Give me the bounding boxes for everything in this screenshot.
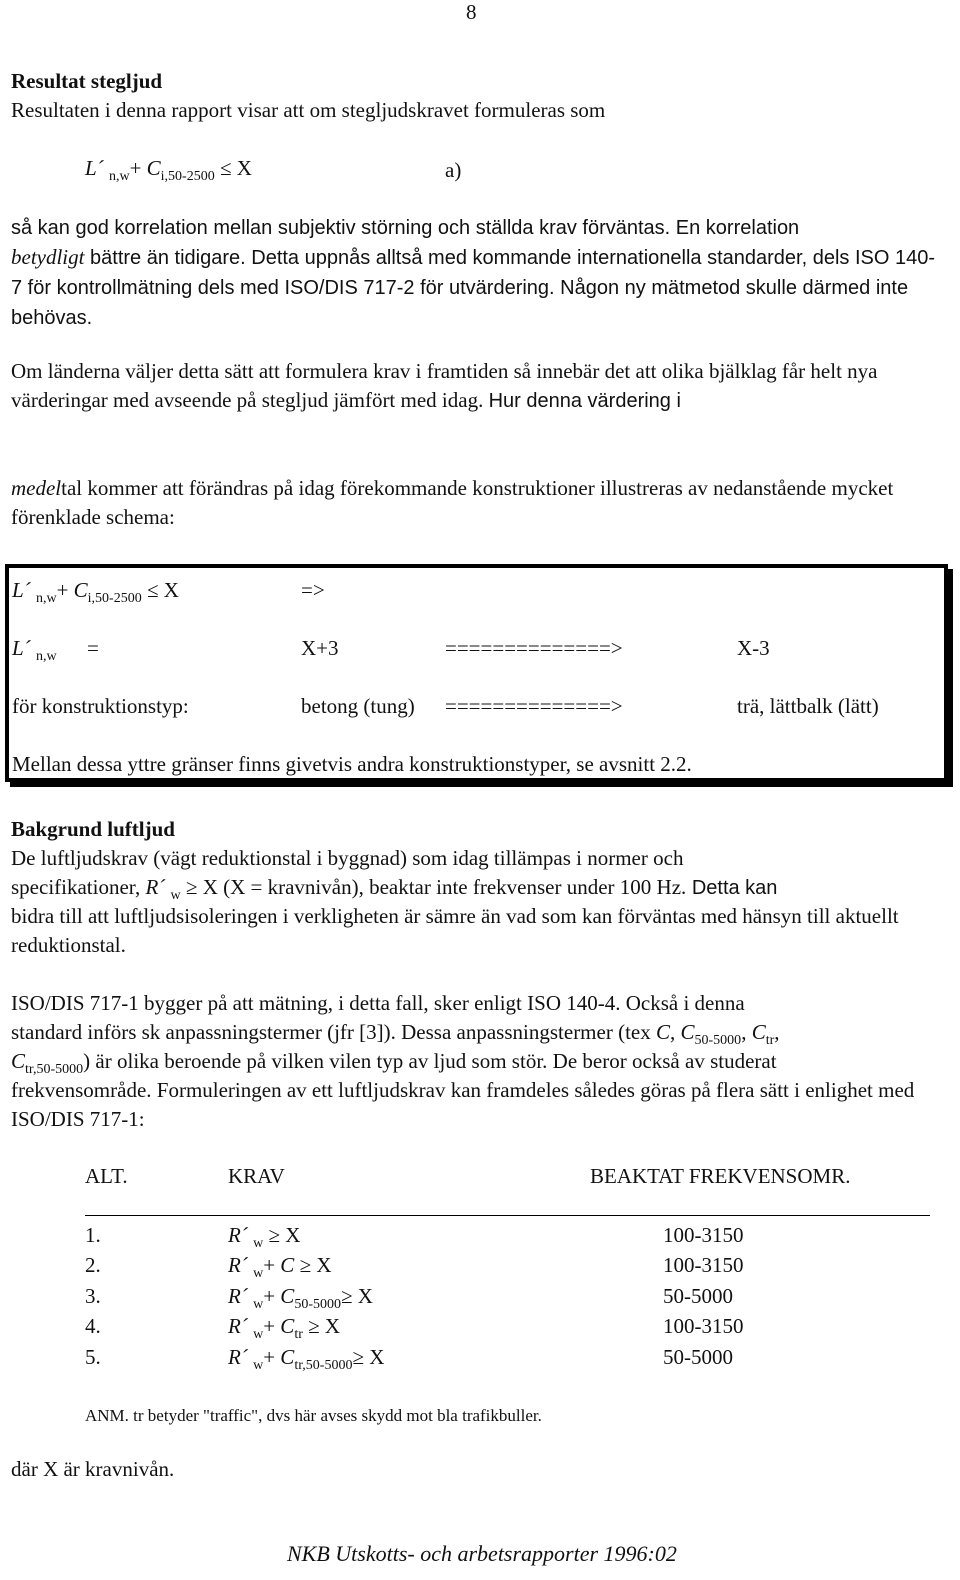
schema-formula: L´ $_{n,w}+ C_{i,50-2500} \le X$ xyxy=(12,578,179,606)
schema-lnw: L´ $_{n,w}$ xyxy=(12,636,57,664)
schema-arrow-2: ==============> xyxy=(445,636,623,660)
schema-arrow-3: ==============> xyxy=(445,694,623,718)
paragraph-luftljud-a: De luftljudskrav (vägt reduktionstal i byggnad) som idag tillämpas i normer och xyxy=(11,846,684,870)
table-row-5-krav: R´ $_w+ C_{tr,50-5000}\ge X$ xyxy=(228,1345,385,1373)
table-row-2-krav: R´ $_w$+ C ≥ X xyxy=(228,1253,332,1281)
formula-label: a) xyxy=(445,158,462,182)
table-row-3-krav: R´ $_w+ C_{50-5000}\ge X$ xyxy=(228,1284,373,1312)
schema-equals: = xyxy=(87,636,99,660)
section-heading-luftljud: Bakgrund luftljud xyxy=(11,817,175,841)
table-row-2-alt: 2. xyxy=(85,1253,101,1277)
schema-x-minus-3: X-3 xyxy=(737,636,770,660)
table-row-1-alt: 1. xyxy=(85,1223,101,1247)
closing-text: där X är kravnivån. xyxy=(11,1457,175,1481)
paragraph-iso-d: frekvensområde. Formuleringen av ett luftljudskrav kan framdeles således göras på flera sätt i enlighet med ISO/DIS 717-1: xyxy=(11,1078,915,1131)
table-header-frekvens: BEAKTAT FREKVENSOMR. xyxy=(590,1164,851,1188)
section-heading-stegljud: Resultat stegljud xyxy=(11,69,163,93)
schema-construction-label: för konstruktionstyp: xyxy=(12,694,189,718)
paragraph-luftljud-b: specifikationer, R´ $_w$ ≥ X (X = kravnivån), beaktar inte frekvenser under 100 Hz. Detta kan xyxy=(11,875,778,903)
table-row-5-freq: 50-5000 xyxy=(663,1345,733,1369)
formula-stegljud: L´ $_{n,w}+ C_{i,50-2500} \le X$ xyxy=(85,156,252,184)
page-footer: NKB Utskotts- och arbetsrapporter 1996:02 xyxy=(287,1541,677,1566)
schema-arrow-1: => xyxy=(301,578,325,602)
page-number: 8 xyxy=(466,0,477,24)
table-row-3-freq: 50-5000 xyxy=(663,1284,733,1308)
schema-x-plus-3: X+3 xyxy=(301,636,339,660)
table-row-1-freq: 100-3150 xyxy=(663,1223,744,1247)
schema-box xyxy=(5,564,948,782)
paragraph-lander: Om länderna väljer detta sätt att formulera krav i framtiden så innebär det att olika bjälklag får helt nya värderingar med avseende på stegljud jämfört med idag. Hur denna värdering i xyxy=(11,359,878,412)
table-row-3-alt: 3. xyxy=(85,1284,101,1308)
table-header-alt: ALT. xyxy=(85,1164,128,1188)
paragraph-iso-b: standard införs sk anpassningstermer (jfr [3]). Dessa anpassningstermer (tex C, $C_{50-5000}$, $C_{tr}$, xyxy=(11,1020,780,1048)
table-divider xyxy=(85,1215,930,1216)
table-row-4-freq: 100-3150 xyxy=(663,1314,744,1338)
table-row-1-krav: R´ $_w$ ≥ X xyxy=(228,1223,301,1251)
table-row-2-freq: 100-3150 xyxy=(663,1253,744,1277)
paragraph-iso-c: $C_{tr,50-5000}$) är olika beroende på vilken vilen typ av ljud som stör. De beror också av studerat xyxy=(11,1049,777,1077)
paragraph-medeltal: medeltal kommer att förändras på idag förekommande konstruktioner illustreras av nedanstående mycket förenklade schema: xyxy=(11,476,894,529)
table-row-4-krav: R´ $_w+ C_{tr} \ge X$ xyxy=(228,1314,341,1342)
paragraph-correlation: så kan god korrelation mellan subjektiv störning och ställda krav förväntas. En korrelation betydligt bättre än tidigare. Detta uppnås alltså med kommande internationella standarder, dels ISO 140-7 för kontrollmätning dels med ISO/DIS 717-2 för utvärdering. Någon ny mätmetod skulle därmed inte behövas. xyxy=(11,217,935,329)
intro-text: Resultaten i denna rapport visar att om stegljudskravet formuleras som xyxy=(11,98,606,122)
paragraph-luftljud-c: bidra till att luftljudsisoleringen i verkligheten är sämre än vad som kan förväntas med hänsyn till aktuellt reduktionstal. xyxy=(11,904,899,957)
paragraph-iso-a: ISO/DIS 717-1 bygger på att mätning, i detta fall, sker enligt ISO 140-4. Också i denna xyxy=(11,991,745,1015)
table-header-krav: KRAV xyxy=(228,1164,285,1188)
schema-note: Mellan dessa yttre gränser finns givetvis andra konstruktionstyper, se avsnitt 2.2. xyxy=(12,752,692,776)
schema-wood: trä, lättbalk (lätt) xyxy=(737,694,879,718)
table-note: ANM. tr betyder "traffic", dvs här avses skydd mot bla trafikbuller. xyxy=(85,1406,542,1425)
schema-concrete: betong (tung) xyxy=(301,694,415,718)
table-row-5-alt: 5. xyxy=(85,1345,101,1369)
table-row-4-alt: 4. xyxy=(85,1314,101,1338)
